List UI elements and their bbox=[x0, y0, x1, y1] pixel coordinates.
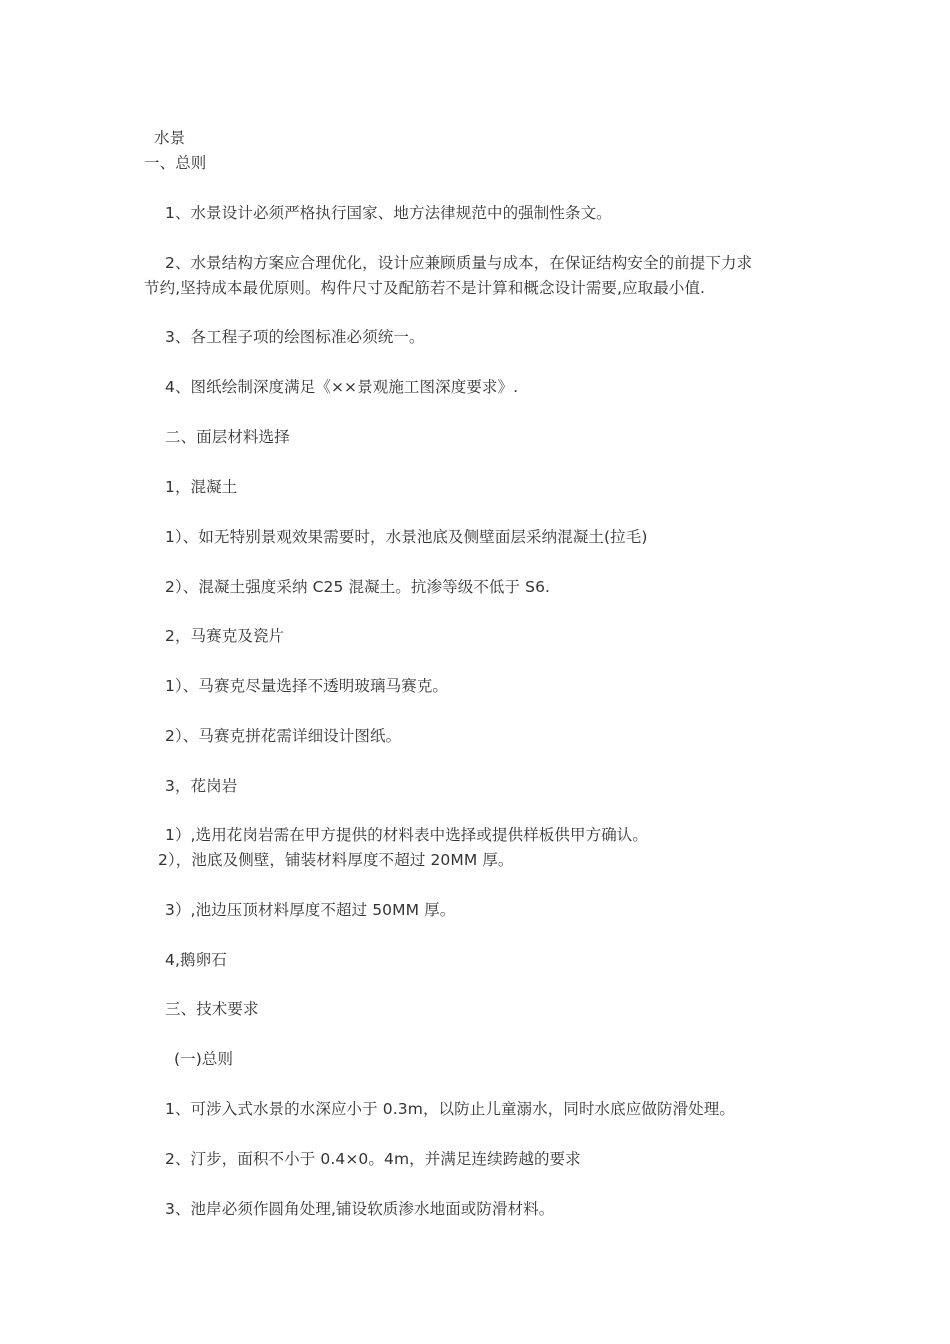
subsection-heading: 1，混凝土 bbox=[165, 478, 238, 496]
list-item: 2、汀步，面积不小于 0.4×0。4m，并满足连续跨越的要求 bbox=[165, 1150, 581, 1168]
subsection-heading: 4,鹅卵石 bbox=[165, 951, 227, 969]
paragraph: 4、图纸绘制深度满足《××景观施工图深度要求》. bbox=[165, 378, 519, 396]
paragraph: 1、水景设计必须严格执行国家、地方法律规范中的强制性条文。 bbox=[165, 204, 612, 222]
list-item: 1）,选用花岗岩需在甲方提供的材料表中选择或提供样板供甲方确认。 bbox=[165, 826, 648, 844]
paragraph-continuation: 节约,坚持成本最优原则。构件尺寸及配筋若不是计算和概念设计需要,应取最小值. bbox=[144, 279, 706, 297]
subsection-heading: 3，花岗岩 bbox=[165, 777, 238, 795]
list-item: 3）,池边压顶材料厚度不超过 50MM 厚。 bbox=[165, 901, 456, 919]
list-item: 2）、混凝土强度采纳 C25 混凝土。抗渗等级不低于 S6. bbox=[165, 578, 551, 596]
list-item: 3、池岸必须作圆角处理,铺设软质渗水地面或防滑材料。 bbox=[165, 1200, 555, 1218]
list-item: 2），池底及侧壁，铺装材料厚度不超过 20MM 厚。 bbox=[158, 851, 514, 869]
document-title: 水景 bbox=[154, 129, 186, 147]
subsection-heading: 2，马赛克及瓷片 bbox=[165, 627, 285, 645]
subsection-heading: (一)总则 bbox=[174, 1050, 234, 1068]
paragraph: 2、水景结构方案应合理优化，设计应兼顾质量与成本，在保证结构安全的前提下力求 bbox=[165, 254, 753, 272]
list-item: 2）、马赛克拼花需详细设计图纸。 bbox=[165, 727, 402, 745]
list-item: 1）、马赛克尽量选择不透明玻璃马赛克。 bbox=[165, 677, 449, 695]
list-item: 1、可涉入式水景的水深应小于 0.3m，以防止儿童溺水，同时水底应做防滑处理。 bbox=[165, 1100, 735, 1118]
section-heading: 二、面层材料选择 bbox=[165, 428, 290, 446]
section-heading: 三、技术要求 bbox=[165, 1000, 259, 1018]
paragraph: 3、各工程子项的绘图标准必须统一。 bbox=[165, 328, 425, 346]
list-item: 1）、如无特别景观效果需要时，水景池底及侧壁面层采纳混凝土(拉毛) bbox=[165, 528, 648, 546]
section-heading: 一、总则 bbox=[144, 154, 207, 172]
